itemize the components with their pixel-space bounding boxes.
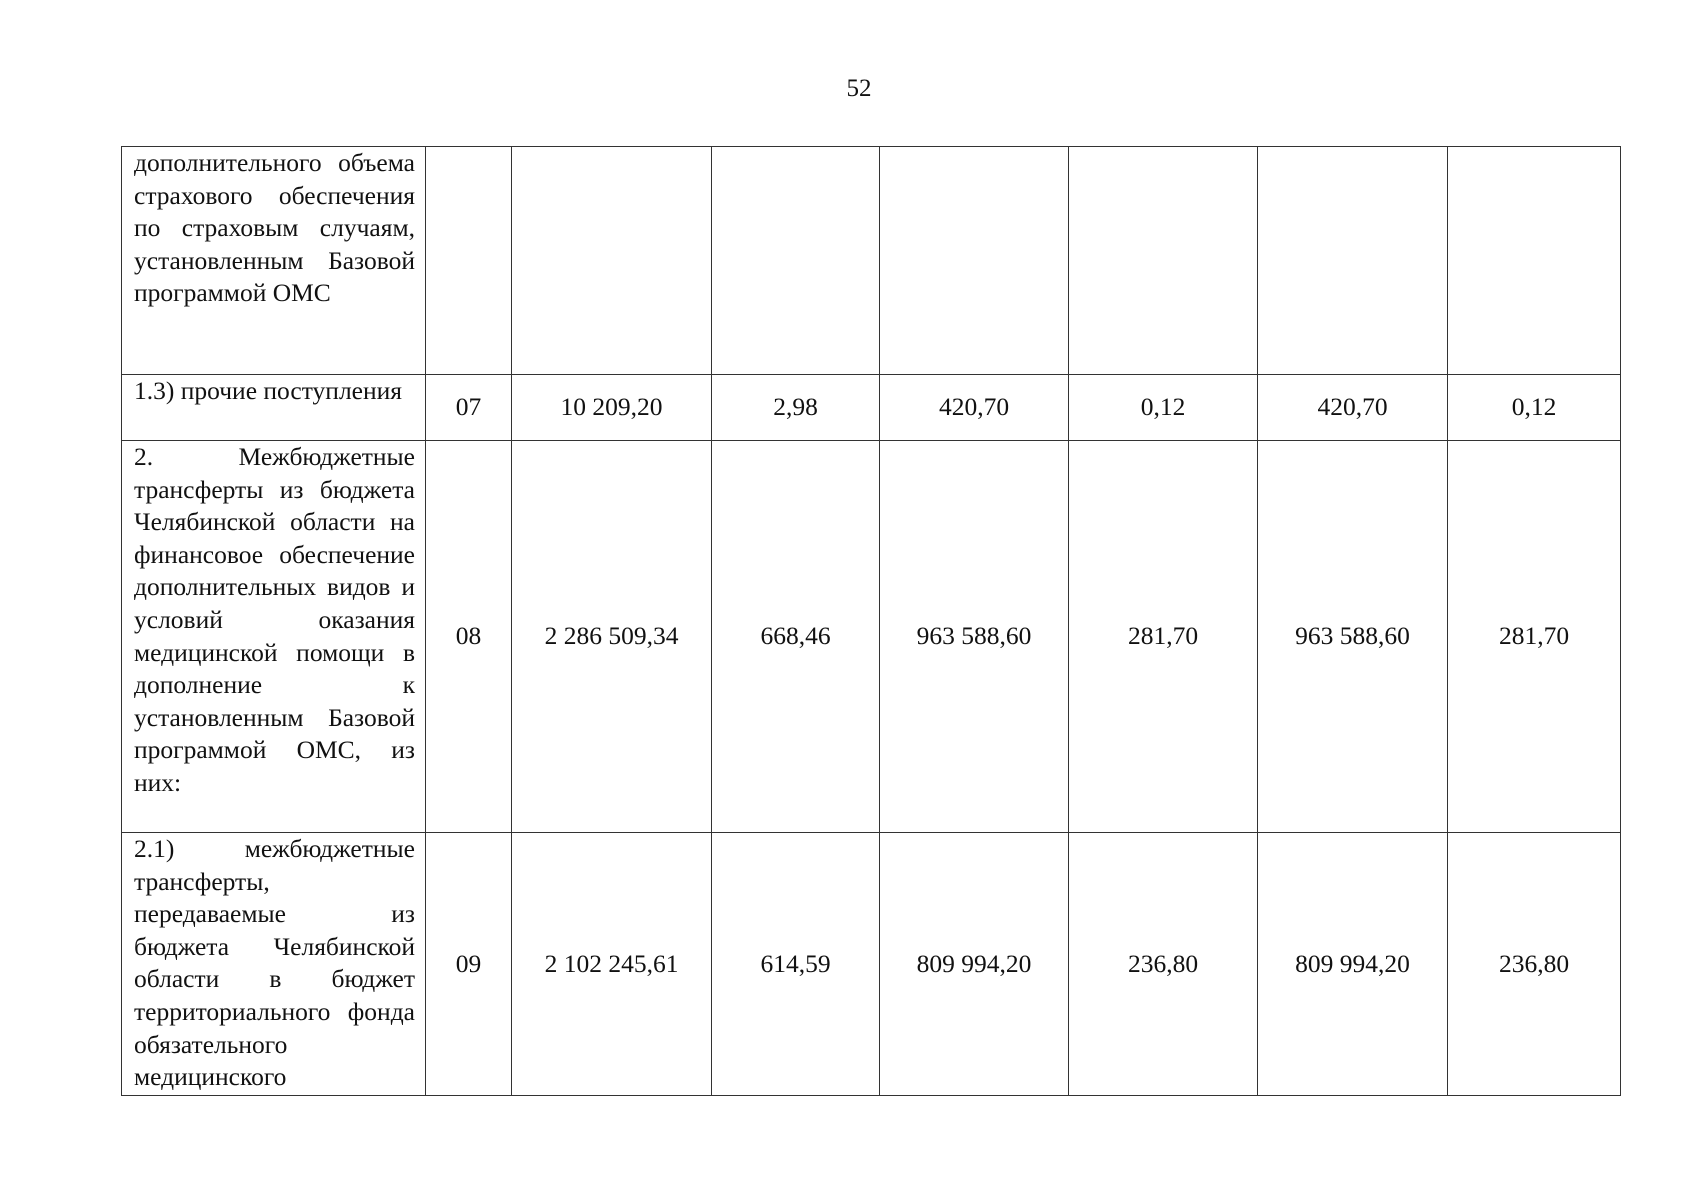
row-value xyxy=(1448,147,1621,375)
row-code: 09 xyxy=(426,833,512,1096)
row-code xyxy=(426,147,512,375)
row-value: 2 286 509,34 xyxy=(512,441,712,833)
row-value: 281,70 xyxy=(1069,441,1258,833)
row-value xyxy=(1258,147,1448,375)
row-value: 614,59 xyxy=(712,833,880,1096)
row-label: 2.1) межбюджетные трансферты, передаваемые из бюджета Челябинской области в бюджет территориального фонда обязательного медицинского xyxy=(122,833,426,1096)
row-value: 281,70 xyxy=(1448,441,1621,833)
table-row xyxy=(122,147,1621,375)
row-value: 420,70 xyxy=(1258,375,1448,441)
row-value xyxy=(880,147,1069,375)
row-value: 809 994,20 xyxy=(1258,833,1448,1096)
row-code: 07 xyxy=(426,375,512,441)
row-value: 0,12 xyxy=(1448,375,1621,441)
row-value: 963 588,60 xyxy=(1258,441,1448,833)
row-label: 1.3) прочие поступления xyxy=(122,375,426,441)
row-value: 2 102 245,61 xyxy=(512,833,712,1096)
table-row xyxy=(122,833,1621,1096)
row-value: 10 209,20 xyxy=(512,375,712,441)
row-value: 0,12 xyxy=(1069,375,1258,441)
row-value xyxy=(1069,147,1258,375)
budget-table xyxy=(121,146,1621,1096)
row-label: дополнительного объема страхового обеспечения по страховым случаям, установленным Базовой программой ОМС xyxy=(122,147,426,375)
row-label: 2. Межбюджетные трансферты из бюджета Челябинской области на финансовое обеспечение дополнительных видов и условий оказания медицинской помощи в дополнение к установленным Базовой программой ОМС, из них: xyxy=(122,441,426,833)
page-number: 52 xyxy=(846,75,872,102)
row-value: 236,80 xyxy=(1069,833,1258,1096)
row-value xyxy=(712,147,880,375)
row-value xyxy=(512,147,712,375)
row-code: 08 xyxy=(426,441,512,833)
row-value: 236,80 xyxy=(1448,833,1621,1096)
row-value: 2,98 xyxy=(712,375,880,441)
table-row xyxy=(122,441,1621,833)
row-value: 668,46 xyxy=(712,441,880,833)
table-row xyxy=(122,375,1621,441)
row-value: 809 994,20 xyxy=(880,833,1069,1096)
row-value: 963 588,60 xyxy=(880,441,1069,833)
row-value: 420,70 xyxy=(880,375,1069,441)
